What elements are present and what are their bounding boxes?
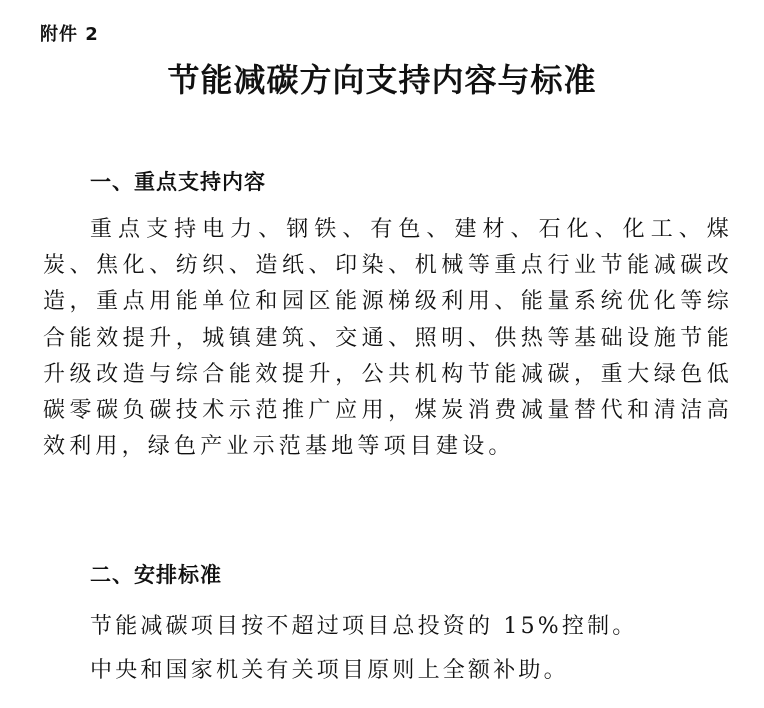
section-heading-standards: 二、安排标准	[90, 563, 222, 587]
standard-line-central-agencies: 中央和国家机关有关项目原则上全额补助。	[90, 658, 569, 683]
document-title: 节能减碳方向支持内容与标准	[167, 61, 597, 99]
section-heading-key-support: 一、重点支持内容	[90, 170, 266, 194]
key-support-paragraph: 重点支持电力、钢铁、有色、建材、石化、化工、煤炭、焦化、纺织、造纸、印染、机械等重点行业节能减碳改造，重点用能单位和园区能源梯级利用、能量系统优化等综合能效提升，城镇建筑、交通、照明、供热等基础设施节能升级改造与综合能效提升，公共机构节能减碳，重大绿色低碳零碳负碳技术示范推广应用，煤炭消费减量替代和清洁高效利用，绿色产业示范基地等项目建设。	[43, 217, 733, 460]
standard-line-energy-saving: 节能减碳项目按不超过项目总投资的 15%控制。	[90, 614, 638, 639]
attachment-label: 附件 2	[40, 24, 99, 45]
